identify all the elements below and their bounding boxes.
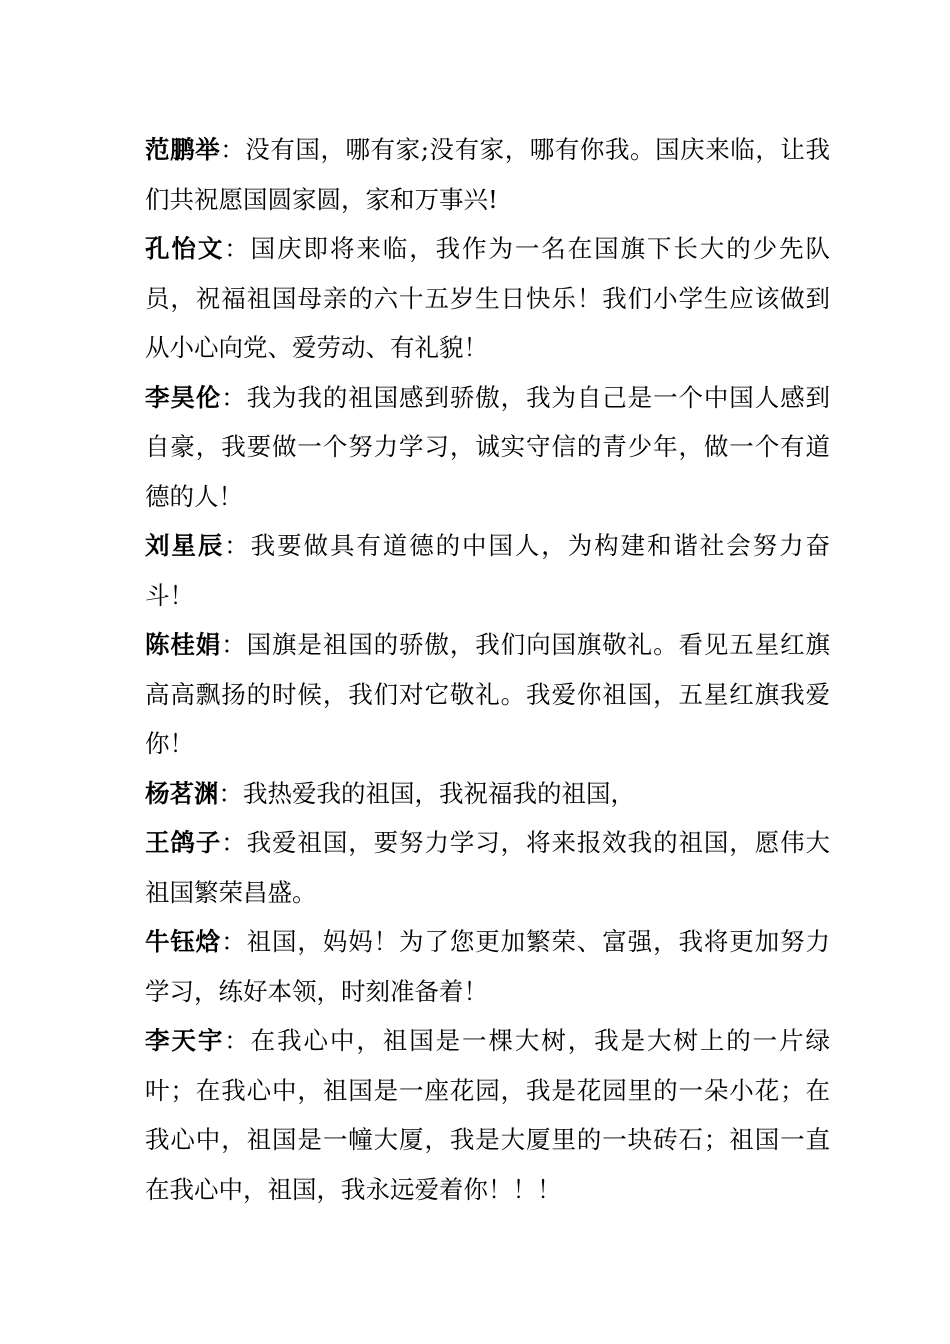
entry-text: ：祖国，妈妈！为了您更加繁荣、富强，我将更加努力学习，练好本领，时刻准备着！ [145, 927, 831, 1006]
entry-author: 李昊伦 [145, 382, 222, 412]
entry-text: ：没有国，哪有家;没有家，哪有你我。国庆来临，让我们共祝愿国圆家圆，家和万事兴! [145, 135, 830, 214]
entry-text: ：在我心中，祖国是一棵大树，我是大树上的一片绿叶；在我心中，祖国是一座花园，我是花园里的一朵小花；在我心中，祖国是一幢大厦，我是大厦里的一块砖石；祖国一直在我心中，祖国，我永远爱着你！！！ [145, 1026, 831, 1204]
entry-text: ：国旗是祖国的骄傲，我们向国旗敬礼。看见五星红旗高高飘扬的时候，我们对它敬礼。我爱你祖国，五星红旗我爱你！ [145, 630, 831, 758]
entry-author: 杨茗渊 [145, 778, 219, 808]
entry-7 [145, 818, 830, 917]
entry-author: 王鸽子 [145, 828, 222, 857]
entry-author: 陈桂娟 [145, 630, 222, 659]
entry-text: ：我爱祖国，要努力学习，将来报效我的祖国，愿伟大祖国繁荣昌盛。 [145, 828, 831, 907]
entry-text: ：我要做具有道德的中国人，为构建和谐社会努力奋斗！ [145, 531, 831, 610]
entry-author: 刘星辰 [145, 531, 225, 560]
entry-1 [145, 125, 830, 224]
entry-author: 孔怡文 [145, 234, 225, 263]
entry-text: ：我热爱我的祖国，我祝福我的祖国， [218, 778, 635, 808]
entry-text: ：国庆即将来临，我作为一名在国旗下长大的少先队员，祝福祖国母亲的六十五岁生日快乐！我们小学生应该做到从小心向党、爱劳动、有礼貌！ [145, 234, 831, 362]
entry-author: 范鹏举 [145, 135, 221, 164]
entry-author: 牛钰焓 [145, 927, 222, 956]
entry-5 [145, 620, 830, 769]
entry-text: ：我为我的祖国感到骄傲，我为自己是一个中国人感到自豪，我要做一个努力学习，诚实守信的青少年，做一个有道德的人！ [145, 382, 831, 511]
entry-author: 李天宇 [145, 1026, 225, 1055]
entry-6 [145, 769, 830, 819]
entry-9 [145, 1016, 830, 1214]
entry-3 [145, 373, 830, 522]
entry-8 [145, 917, 830, 1016]
entry-4 [145, 521, 830, 620]
document-body [145, 125, 830, 1214]
entry-2 [145, 224, 830, 373]
